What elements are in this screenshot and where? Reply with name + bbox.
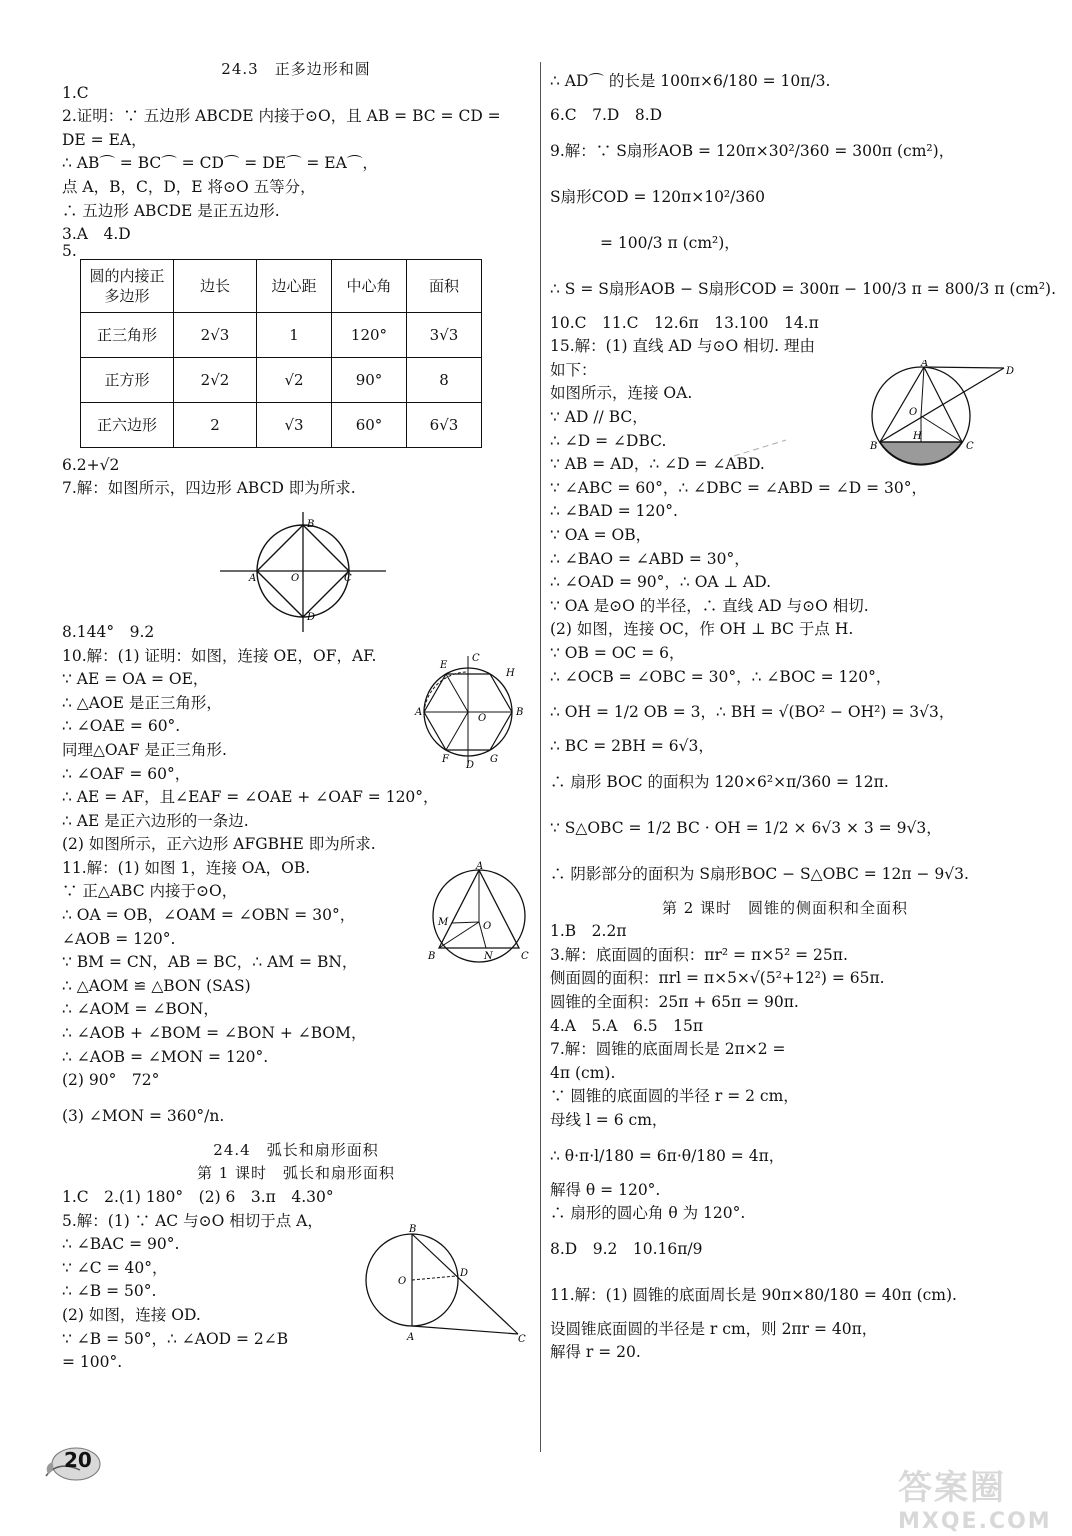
figure-tangent — [360, 1222, 534, 1346]
fig-label: O — [909, 407, 918, 418]
text-line: ∴ AB⌒ = BC⌒ = CD⌒ = DE⌒ = EA⌒， — [62, 154, 378, 173]
section-title: 24.4 弧长和扇形面积 — [213, 1140, 379, 1159]
fig-label: A — [407, 1332, 415, 1343]
text-line: DE = EA， — [62, 130, 147, 149]
text-line: ∴ △AOM ≌ △BON (SAS) — [62, 976, 251, 995]
right-column — [550, 58, 1057, 1365]
line-oa — [921, 367, 924, 416]
fig-label: B — [409, 1224, 417, 1235]
text-line: ∵ BM = CN，AB = BC，∴ AM = BN， — [62, 953, 358, 972]
text-line: = 100/3 π (cm²)， — [600, 233, 740, 252]
subsection-title: 第 2 课时 圆锥的侧面积和全面积 — [661, 898, 909, 917]
watermark — [898, 1460, 1058, 1534]
fig-label: O — [483, 921, 492, 932]
line-ad — [924, 367, 1004, 368]
line — [446, 674, 468, 712]
subsection-title: 第 1 课时 弧长和扇形面积 — [196, 1164, 396, 1183]
fig-label: A — [249, 573, 257, 584]
text-line: (2) 90° 72° — [62, 1071, 160, 1090]
text-line: 3.解：底面圆的面积：πr² = π×5² = 25π. — [550, 945, 848, 964]
text-line: ∴ OA = OB，∠OAM = ∠OBN = 30°， — [62, 906, 356, 925]
fig-label: H — [506, 668, 515, 679]
text-line: 5.解：(1) ∵ AC 与⊙O 相切于点 A， — [62, 1211, 323, 1230]
fig-label: B — [428, 951, 436, 962]
page-number-badge — [40, 1440, 120, 1484]
decorative-line — [734, 440, 786, 456]
fig-label: F — [442, 754, 449, 765]
text-line: ∴ 五边形 ABCDE 是正五边形. — [62, 201, 280, 220]
fig-label: A — [415, 707, 423, 718]
text-line: 7.解：圆锥的底面周长是 2π×2 = — [550, 1040, 786, 1059]
table-header-cell: 面积 — [407, 259, 482, 312]
table-cell: 1 — [257, 312, 332, 357]
line-bd — [880, 368, 1004, 442]
fig-label: E — [440, 660, 448, 671]
decorative-strokes — [730, 436, 790, 458]
figure-shaded-segment — [866, 360, 1018, 468]
fig-label: C — [521, 951, 529, 962]
text-line: ∴ ∠OAF = 60°， — [62, 764, 191, 783]
text-line: ∴ AE = AF，且∠EAF = ∠OAE + ∠OAF = 120°， — [62, 788, 439, 807]
text-line: ∵ AB = AD，∴ ∠D = ∠ABD. — [550, 455, 765, 474]
table-header-cell: 边长 — [174, 259, 257, 312]
figure-triangle-in-circle — [424, 860, 534, 964]
section-title: 24.3 正多边形和圆 — [221, 60, 371, 78]
text-line: ∠AOB = 120°. — [62, 929, 176, 948]
table-cell: 正三角形 — [81, 312, 174, 357]
text-line: 9.解：∵ S扇形AOB = 120π×30²/360 = 300π (cm²)， — [550, 141, 955, 160]
text-line: 1.C — [62, 83, 89, 102]
table-cell: √2 — [257, 357, 332, 402]
table-cell: 120° — [332, 312, 407, 357]
fig-label: M — [438, 917, 449, 928]
text-line: (2) 如图所示，正六边形 AFGBHE 即为所求. — [62, 835, 376, 854]
text-line: ∴ OH = 1/2 OB = 3，∴ BH = √(BO² − OH²) = 3√3， — [550, 703, 955, 722]
fig-label: H — [913, 431, 922, 442]
text-line: ∵ OA 是⊙O 的半径，∴ 直线 AD 与⊙O 相切. — [550, 596, 869, 615]
text-line: ∴ ∠OCB = ∠OBC = 30°，∴ ∠BOC = 120°， — [550, 667, 892, 686]
line-ac — [412, 1326, 518, 1334]
fig-label: C — [344, 573, 352, 584]
text-line: 6.C 7.D 8.D — [550, 106, 663, 124]
text-line: ∴ ∠OAD = 90°，∴ OA ⊥ AD. — [550, 573, 772, 592]
text-line: ∴ ∠BAC = 90°. — [62, 1235, 180, 1254]
text-line: 母线 l = 6 cm， — [550, 1111, 668, 1130]
fig-label: B — [870, 441, 878, 452]
line — [452, 922, 479, 923]
text-line: ∴ θ·π·l/180 = 6π·θ/180 = 4π， — [550, 1146, 785, 1165]
fig-label: N — [484, 951, 493, 962]
fig-label: D — [307, 612, 316, 623]
figure-square-in-circle — [218, 510, 390, 634]
text-line: ∴ ∠AOM = ∠BON， — [62, 1000, 219, 1019]
text-line: 设圆锥底面圆的半径是 r cm，则 2πr = 40π， — [550, 1319, 878, 1338]
fig-label: D — [460, 1268, 469, 1279]
text-line: ∴ AE 是正六边形的一条边. — [62, 811, 249, 830]
watermark-bottom: MXQE.COM — [898, 1509, 1052, 1534]
column-divider — [540, 62, 541, 1452]
fig-label: O — [291, 573, 300, 584]
text-line: ∴ AD⌒ 的长是 100π×6/180 = 10π/3. — [550, 72, 831, 90]
text-line: 6.2+√2 — [62, 455, 120, 474]
line — [446, 712, 468, 750]
text-line: ∴ ∠BAO = ∠ABD = 30°， — [550, 549, 750, 568]
text-line: 4.A 5.A 6.5 15π — [550, 1016, 704, 1035]
table-row — [81, 312, 482, 357]
text-line: 1.C 2.(1) 180° (2) 6 3.π 4.30° — [62, 1188, 334, 1206]
fig-label: O — [398, 1276, 407, 1287]
text-line: ∵ AE = OA = OE， — [62, 670, 209, 689]
page-number: 20 — [64, 1448, 92, 1472]
text-line: ∴ ∠BAD = 120°. — [550, 502, 678, 521]
fig-label: C — [966, 441, 974, 452]
text-line: ∵ ∠ABC = 60°，∴ ∠DBC = ∠ABD = ∠D = 30°， — [550, 478, 927, 497]
table-cell: √3 — [257, 402, 332, 447]
table-row — [81, 357, 482, 402]
text-line: 11.解：(1) 圆锥的底面周长是 90π×80/180 = 40π (cm). — [550, 1285, 957, 1304]
text-line: (3) ∠MON = 360°/n. — [62, 1106, 225, 1125]
text-line: ∵ 正△ABC 内接于⊙O， — [62, 882, 238, 901]
text-line: ∵ AD // BC， — [550, 407, 648, 426]
table-cell: 正六边形 — [81, 402, 174, 447]
fig-label: B — [307, 519, 315, 530]
table-cell: 2√3 — [174, 312, 257, 357]
text-line: 同理△OAF 是正三角形. — [62, 740, 227, 759]
text-line: 8.144° 9.2 — [62, 622, 155, 641]
text-line: ∴ ∠OAE = 60°. — [62, 717, 181, 736]
text-line: ∴ △AOE 是正三角形， — [62, 693, 222, 712]
text-line: ∵ OA = OB， — [550, 525, 652, 544]
text-line: (2) 如图，连接 OC，作 OH ⊥ BC 于点 H. — [550, 620, 854, 639]
text-line: ∵ ∠C = 40°， — [62, 1258, 168, 1277]
text-line: ∵ 圆锥的底面圆的半径 r = 2 cm， — [550, 1087, 799, 1106]
line-bc — [412, 1234, 518, 1334]
text-line: ∴ ∠D = ∠DBC. — [550, 431, 667, 450]
text-line: ∴ ∠AOB + ∠BOM = ∠BON + ∠BOM， — [62, 1024, 367, 1043]
text-line: ∴ BC = 2BH = 6√3， — [550, 737, 714, 756]
text-line: 5. — [62, 241, 77, 260]
figure-hexagon — [414, 652, 530, 770]
text-line: 4π (cm). — [550, 1063, 616, 1082]
table-header-cell: 中心角 — [332, 259, 407, 312]
fig-label: C — [518, 1334, 526, 1345]
text-line: 1.B 2.2π — [550, 922, 627, 941]
text-line: 解得 r = 20. — [550, 1343, 641, 1362]
text-line: ∵ S△OBC = 1/2 BC · OH = 1/2 × 6√3 × 3 = 9√3， — [550, 818, 942, 837]
table-cell: 8 — [407, 357, 482, 402]
watermark-top: 答案圈 — [898, 1468, 1006, 1508]
polygon-table — [80, 259, 482, 448]
text-line: ∴ 扇形 BOC 的面积为 120×6²×π/360 = 12π. — [550, 772, 889, 791]
text-line: 8.D 9.2 10.16π/9 — [550, 1239, 703, 1258]
fig-label: C — [472, 653, 480, 664]
text-line: 侧面圆的面积：πrl = π×5×√(5²+12²) = 65π. — [550, 969, 885, 988]
table-header-row — [81, 259, 482, 312]
text-line: 如图所示，连接 OA. — [550, 384, 693, 403]
table-cell: 60° — [332, 402, 407, 447]
text-line: ∴ ∠AOB = ∠MON = 120°. — [62, 1047, 269, 1066]
table-header-cell: 圆的内接正多边形 — [81, 259, 174, 312]
text-line: ∵ OB = OC = 6， — [550, 643, 685, 662]
fig-label: D — [466, 760, 475, 770]
fig-label: A — [476, 861, 484, 872]
text-line: 如下： — [550, 360, 597, 379]
text-line: ∴ 阴影部分的面积为 S扇形BOC − S△OBC = 12π − 9√3. — [550, 864, 969, 883]
text-line: 3.A 4.D — [62, 225, 131, 244]
fig-label: D — [1006, 366, 1015, 377]
table-cell: 正方形 — [81, 357, 174, 402]
text-line: 15.解：(1) 直线 AD 与⊙O 相切. 理由 — [550, 337, 815, 356]
dashed-od — [412, 1276, 456, 1280]
text-line: = 100°. — [62, 1353, 123, 1372]
fig-label: A — [921, 360, 929, 369]
text-line: ∴ S = S扇形AOB − S扇形COD = 300π − 100/3 π = 800/3 π (cm²). — [550, 279, 1057, 298]
text-line: 11.解：(1) 如图 1，连接 OA，OB. — [62, 858, 311, 877]
text-line: 10.C 11.C 12.6π 13.100 14.π — [550, 313, 819, 332]
text-line: ∴ 扇形的圆心角 θ 为 120°. — [550, 1204, 746, 1223]
text-line: 解得 θ = 120°. — [550, 1180, 661, 1199]
text-line: 7.解：如图所示，四边形 ABCD 即为所求. — [62, 479, 356, 498]
text-line: 10.解：(1) 证明：如图，连接 OE，OF，AF. — [62, 646, 377, 665]
text-line: 2.证明：∵ 五边形 ABCDE 内接于⊙O，且 AB = BC = CD = — [62, 107, 501, 126]
text-line: ∴ ∠B = 50°. — [62, 1282, 157, 1301]
table-row — [81, 402, 482, 447]
table-cell: 2 — [174, 402, 257, 447]
dashed-arc — [424, 672, 468, 712]
table-cell: 3√3 — [407, 312, 482, 357]
fig-label: B — [516, 707, 524, 718]
text-line: 圆锥的全面积：25π + 65π = 90π. — [550, 993, 799, 1012]
table-header-cell: 边心距 — [257, 259, 332, 312]
shaded-region — [880, 442, 962, 464]
text-line: S扇形COD = 120π×10²/360 — [550, 187, 765, 206]
fig-label: O — [478, 713, 487, 724]
table-cell: 90° — [332, 357, 407, 402]
fig-label: G — [490, 754, 498, 765]
text-line: 点 A，B，C，D，E 将⊙O 五等分， — [62, 177, 316, 196]
text-line: (2) 如图，连接 OD. — [62, 1305, 201, 1324]
table-cell: 2√2 — [174, 357, 257, 402]
table-cell: 6√3 — [407, 402, 482, 447]
text-line: ∵ ∠B = 50°，∴ ∠AOD = 2∠B — [62, 1329, 289, 1348]
